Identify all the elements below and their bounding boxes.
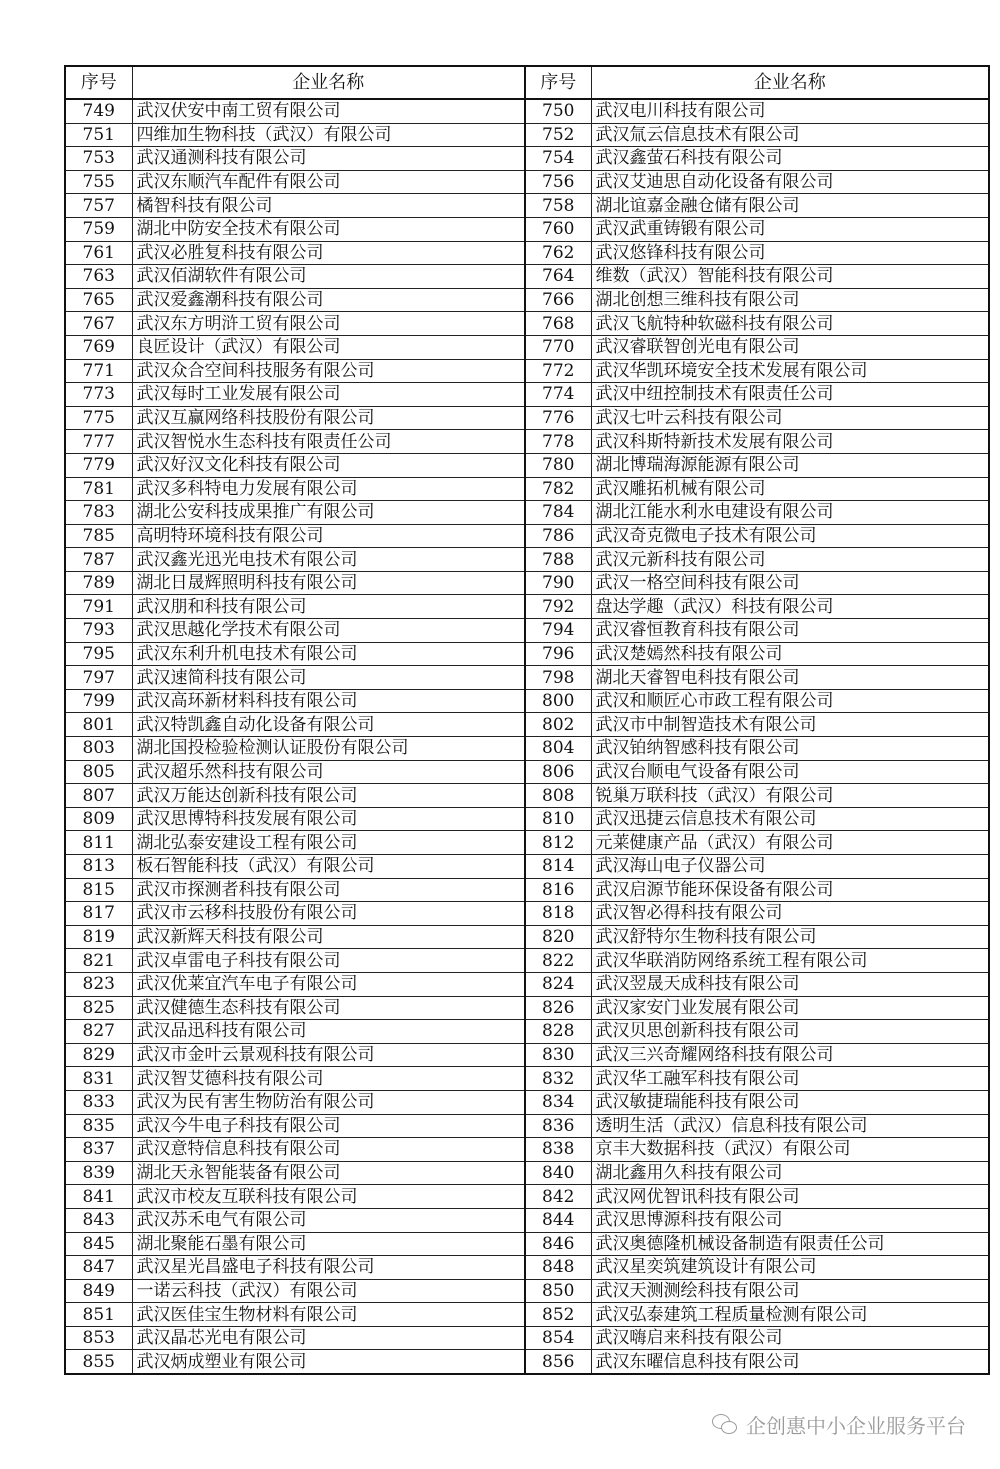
row-seq-right: 766 — [525, 288, 591, 312]
row-company-left: 四维加生物科技（武汉）有限公司 — [132, 123, 525, 147]
table-row — [65, 1326, 989, 1350]
row-company-right: 武汉华凯环境安全技术发展有限公司 — [591, 359, 989, 383]
row-company-left: 武汉思博特科技发展有限公司 — [132, 807, 525, 831]
row-company-right: 武汉飞航特种软磁科技有限公司 — [591, 312, 989, 336]
row-seq-right: 778 — [525, 430, 591, 454]
table-row — [65, 1090, 989, 1114]
row-company-left: 武汉智艾德科技有限公司 — [132, 1067, 525, 1091]
row-company-left: 武汉佰湖软件有限公司 — [132, 265, 525, 289]
row-seq-right: 772 — [525, 359, 591, 383]
row-seq-right: 834 — [525, 1090, 591, 1114]
header-name-left: 企业名称 — [132, 66, 525, 99]
row-company-left: 湖北天永智能装备有限公司 — [132, 1161, 525, 1185]
table-row — [65, 147, 989, 171]
row-seq-right: 790 — [525, 571, 591, 595]
row-seq-left: 761 — [65, 241, 132, 265]
row-seq-right: 764 — [525, 265, 591, 289]
row-seq-left: 807 — [65, 784, 132, 808]
row-seq-right: 836 — [525, 1114, 591, 1138]
table-row — [65, 170, 989, 194]
table-row — [65, 241, 989, 265]
row-company-right: 武汉楚嫣然科技有限公司 — [591, 642, 989, 666]
row-company-left: 武汉健德生态科技有限公司 — [132, 996, 525, 1020]
row-company-left: 高明特环境科技有限公司 — [132, 524, 525, 548]
row-company-left: 武汉朋和科技有限公司 — [132, 595, 525, 619]
row-seq-right: 796 — [525, 642, 591, 666]
row-seq-right: 750 — [525, 99, 591, 123]
row-company-left: 武汉今牛电子科技有限公司 — [132, 1114, 525, 1138]
row-company-right: 武汉中纽控制技术有限责任公司 — [591, 383, 989, 407]
row-seq-right: 758 — [525, 194, 591, 218]
row-company-right: 武汉网优智讯科技有限公司 — [591, 1185, 989, 1209]
row-company-right: 武汉台顺电气设备有限公司 — [591, 760, 989, 784]
row-seq-right: 792 — [525, 595, 591, 619]
row-company-left: 武汉超乐然科技有限公司 — [132, 760, 525, 784]
row-company-right: 武汉嗨启来科技有限公司 — [591, 1326, 989, 1350]
row-seq-right: 804 — [525, 737, 591, 761]
row-company-left: 湖北中防安全技术有限公司 — [132, 217, 525, 241]
row-company-left: 武汉炳成塑业有限公司 — [132, 1350, 525, 1374]
table-row — [65, 194, 989, 218]
table-row — [65, 1350, 989, 1374]
row-company-right: 武汉贝思创新科技有限公司 — [591, 1020, 989, 1044]
table-row — [65, 1232, 989, 1256]
company-list-table — [64, 65, 990, 1375]
row-seq-right: 838 — [525, 1138, 591, 1162]
row-seq-right: 818 — [525, 902, 591, 926]
table-row — [65, 949, 989, 973]
row-company-right: 武汉武重铸锻有限公司 — [591, 217, 989, 241]
table-body — [65, 99, 989, 1374]
row-seq-right: 814 — [525, 855, 591, 879]
row-seq-left: 795 — [65, 642, 132, 666]
row-company-right: 武汉电川科技有限公司 — [591, 99, 989, 123]
row-seq-left: 765 — [65, 288, 132, 312]
wechat-icon — [712, 1413, 738, 1435]
table-row — [65, 1161, 989, 1185]
row-seq-right: 828 — [525, 1020, 591, 1044]
row-company-left: 武汉市云移科技股份有限公司 — [132, 902, 525, 926]
table-header-row — [65, 66, 989, 99]
row-seq-left: 799 — [65, 689, 132, 713]
row-company-right: 武汉铂纳智感科技有限公司 — [591, 737, 989, 761]
row-company-left: 武汉东利升机电技术有限公司 — [132, 642, 525, 666]
header-seq-right: 序号 — [525, 66, 591, 99]
row-seq-right: 826 — [525, 996, 591, 1020]
row-seq-right: 780 — [525, 453, 591, 477]
table-row — [65, 1208, 989, 1232]
row-seq-right: 854 — [525, 1326, 591, 1350]
row-seq-left: 839 — [65, 1161, 132, 1185]
table-row — [65, 1256, 989, 1280]
row-seq-left: 783 — [65, 501, 132, 525]
row-seq-right: 794 — [525, 619, 591, 643]
row-seq-left: 849 — [65, 1279, 132, 1303]
table-row — [65, 1279, 989, 1303]
row-company-right: 武汉迅捷云信息技术有限公司 — [591, 807, 989, 831]
row-company-left: 武汉东顺汽车配件有限公司 — [132, 170, 525, 194]
table-row — [65, 359, 989, 383]
row-seq-left: 785 — [65, 524, 132, 548]
row-company-left: 湖北国投检验检测认证股份有限公司 — [132, 737, 525, 761]
row-company-left: 湖北日晟辉照明科技有限公司 — [132, 571, 525, 595]
row-seq-left: 813 — [65, 855, 132, 879]
row-seq-left: 773 — [65, 383, 132, 407]
row-seq-left: 753 — [65, 147, 132, 171]
row-seq-left: 843 — [65, 1208, 132, 1232]
table-row — [65, 878, 989, 902]
row-seq-left: 793 — [65, 619, 132, 643]
header-name-right: 企业名称 — [591, 66, 989, 99]
row-company-left: 武汉品迅科技有限公司 — [132, 1020, 525, 1044]
table-row — [65, 784, 989, 808]
row-seq-left: 821 — [65, 949, 132, 973]
row-seq-right: 846 — [525, 1232, 591, 1256]
row-seq-right: 784 — [525, 501, 591, 525]
row-seq-left: 815 — [65, 878, 132, 902]
row-seq-left: 811 — [65, 831, 132, 855]
row-company-left: 武汉晶芯光电有限公司 — [132, 1326, 525, 1350]
row-seq-right: 830 — [525, 1043, 591, 1067]
table-row — [65, 760, 989, 784]
row-company-left: 橘智科技有限公司 — [132, 194, 525, 218]
row-company-right: 武汉三兴奇耀网络科技有限公司 — [591, 1043, 989, 1067]
row-company-right: 武汉睿恒教育科技有限公司 — [591, 619, 989, 643]
row-seq-left: 759 — [65, 217, 132, 241]
row-company-right: 武汉艾迪思自动化设备有限公司 — [591, 170, 989, 194]
row-company-left: 一诺云科技（武汉）有限公司 — [132, 1279, 525, 1303]
table-row — [65, 689, 989, 713]
row-seq-left: 853 — [65, 1326, 132, 1350]
row-seq-right: 770 — [525, 335, 591, 359]
table-row — [65, 335, 989, 359]
row-company-right: 湖北创想三维科技有限公司 — [591, 288, 989, 312]
row-company-right: 武汉奥德隆机械设备制造有限责任公司 — [591, 1232, 989, 1256]
row-company-right: 武汉奇克微电子技术有限公司 — [591, 524, 989, 548]
table-row — [65, 548, 989, 572]
row-seq-left: 791 — [65, 595, 132, 619]
table-row — [65, 477, 989, 501]
row-company-left: 武汉苏禾电气有限公司 — [132, 1208, 525, 1232]
row-seq-left: 767 — [65, 312, 132, 336]
row-company-right: 锐巢万联科技（武汉）有限公司 — [591, 784, 989, 808]
row-seq-right: 760 — [525, 217, 591, 241]
row-seq-left: 757 — [65, 194, 132, 218]
row-company-left: 武汉伏安中南工贸有限公司 — [132, 99, 525, 123]
row-seq-left: 817 — [65, 902, 132, 926]
row-seq-left: 777 — [65, 430, 132, 454]
row-company-left: 武汉必胜复科技有限公司 — [132, 241, 525, 265]
row-seq-right: 852 — [525, 1303, 591, 1327]
table-row — [65, 855, 989, 879]
row-seq-right: 816 — [525, 878, 591, 902]
row-company-left: 武汉新辉天科技有限公司 — [132, 925, 525, 949]
row-seq-left: 833 — [65, 1090, 132, 1114]
row-seq-left: 837 — [65, 1138, 132, 1162]
row-seq-left: 819 — [65, 925, 132, 949]
table-row — [65, 312, 989, 336]
row-company-right: 武汉悠锋科技有限公司 — [591, 241, 989, 265]
row-seq-right: 762 — [525, 241, 591, 265]
watermark — [712, 1409, 966, 1439]
row-company-right: 武汉家安门业发展有限公司 — [591, 996, 989, 1020]
row-seq-right: 774 — [525, 383, 591, 407]
row-company-left: 武汉每时工业发展有限公司 — [132, 383, 525, 407]
row-seq-left: 787 — [65, 548, 132, 572]
row-seq-left: 847 — [65, 1256, 132, 1280]
row-seq-right: 786 — [525, 524, 591, 548]
table-row — [65, 807, 989, 831]
row-company-left: 武汉市校友互联科技有限公司 — [132, 1185, 525, 1209]
table-row — [65, 713, 989, 737]
row-seq-left: 779 — [65, 453, 132, 477]
row-seq-left: 851 — [65, 1303, 132, 1327]
row-company-right: 盘达学趣（武汉）科技有限公司 — [591, 595, 989, 619]
table-row — [65, 737, 989, 761]
row-company-right: 武汉敏捷瑞能科技有限公司 — [591, 1090, 989, 1114]
row-seq-left: 769 — [65, 335, 132, 359]
row-seq-left: 805 — [65, 760, 132, 784]
row-company-left: 武汉众合空间科技服务有限公司 — [132, 359, 525, 383]
row-company-right: 武汉华联消防网络系统工程有限公司 — [591, 949, 989, 973]
row-seq-right: 832 — [525, 1067, 591, 1091]
row-company-left: 武汉优莱宜汽车电子有限公司 — [132, 972, 525, 996]
row-company-left: 湖北公安科技成果推广有限公司 — [132, 501, 525, 525]
row-seq-left: 835 — [65, 1114, 132, 1138]
row-company-right: 武汉七叶云科技有限公司 — [591, 406, 989, 430]
row-seq-left: 749 — [65, 99, 132, 123]
row-seq-right: 842 — [525, 1185, 591, 1209]
row-seq-right: 820 — [525, 925, 591, 949]
row-seq-right: 850 — [525, 1279, 591, 1303]
row-company-right: 武汉睿联智创光电有限公司 — [591, 335, 989, 359]
row-company-left: 武汉速简科技有限公司 — [132, 666, 525, 690]
row-company-left: 武汉医佳宝生物材料有限公司 — [132, 1303, 525, 1327]
row-company-left: 武汉市探测者科技有限公司 — [132, 878, 525, 902]
row-company-left: 武汉互赢网络科技股份有限公司 — [132, 406, 525, 430]
table-row — [65, 831, 989, 855]
row-company-right: 武汉氚云信息技术有限公司 — [591, 123, 989, 147]
table-row — [65, 642, 989, 666]
row-seq-right: 802 — [525, 713, 591, 737]
table-row — [65, 996, 989, 1020]
row-company-right: 武汉科斯特新技术发展有限公司 — [591, 430, 989, 454]
row-seq-right: 806 — [525, 760, 591, 784]
row-company-left: 武汉为民有害生物防治有限公司 — [132, 1090, 525, 1114]
row-company-right: 京丰大数据科技（武汉）有限公司 — [591, 1138, 989, 1162]
row-company-right: 武汉天测测绘科技有限公司 — [591, 1279, 989, 1303]
row-company-right: 武汉元新科技有限公司 — [591, 548, 989, 572]
row-company-left: 武汉鑫光迅光电技术有限公司 — [132, 548, 525, 572]
table-row — [65, 406, 989, 430]
row-seq-left: 775 — [65, 406, 132, 430]
table-row — [65, 1138, 989, 1162]
table-row — [65, 902, 989, 926]
row-seq-left: 803 — [65, 737, 132, 761]
row-seq-left: 845 — [65, 1232, 132, 1256]
row-seq-left: 855 — [65, 1350, 132, 1374]
row-company-right: 元莱健康产品（武汉）有限公司 — [591, 831, 989, 855]
row-company-right: 湖北江能水利水电建设有限公司 — [591, 501, 989, 525]
row-seq-right: 822 — [525, 949, 591, 973]
row-seq-left: 763 — [65, 265, 132, 289]
row-seq-right: 824 — [525, 972, 591, 996]
row-seq-right: 798 — [525, 666, 591, 690]
row-seq-right: 808 — [525, 784, 591, 808]
row-company-left: 板石智能科技（武汉）有限公司 — [132, 855, 525, 879]
row-company-left: 武汉东方明浒工贸有限公司 — [132, 312, 525, 336]
row-seq-left: 831 — [65, 1067, 132, 1091]
row-company-right: 武汉一格空间科技有限公司 — [591, 571, 989, 595]
watermark-text: 企创惠中小企业服务平台 — [746, 1413, 966, 1438]
row-company-right: 湖北谊嘉金融仓储有限公司 — [591, 194, 989, 218]
row-company-right: 湖北天睿智电科技有限公司 — [591, 666, 989, 690]
table-row — [65, 1067, 989, 1091]
row-seq-left: 829 — [65, 1043, 132, 1067]
row-seq-left: 841 — [65, 1185, 132, 1209]
row-seq-right: 856 — [525, 1350, 591, 1374]
row-company-left: 良匠设计（武汉）有限公司 — [132, 335, 525, 359]
table-row — [65, 99, 989, 123]
row-company-right: 武汉翌晟天成科技有限公司 — [591, 972, 989, 996]
row-company-left: 武汉智悦水生态科技有限责任公司 — [132, 430, 525, 454]
row-seq-left: 751 — [65, 123, 132, 147]
table-row — [65, 1114, 989, 1138]
row-company-right: 武汉海山电子仪器公司 — [591, 855, 989, 879]
row-company-right: 武汉舒特尔生物科技有限公司 — [591, 925, 989, 949]
table-row — [65, 571, 989, 595]
table-row — [65, 288, 989, 312]
row-seq-left: 801 — [65, 713, 132, 737]
row-seq-right: 754 — [525, 147, 591, 171]
table-row — [65, 524, 989, 548]
row-seq-right: 812 — [525, 831, 591, 855]
table-row — [65, 453, 989, 477]
table-row — [65, 925, 989, 949]
table-row — [65, 1303, 989, 1327]
row-company-right: 武汉和顺匠心市政工程有限公司 — [591, 689, 989, 713]
row-company-right: 武汉东曜信息科技有限公司 — [591, 1350, 989, 1374]
row-company-right: 武汉星奕筑建筑设计有限公司 — [591, 1256, 989, 1280]
row-company-left: 武汉万能达创新科技有限公司 — [132, 784, 525, 808]
row-company-right: 湖北博瑞海源能源有限公司 — [591, 453, 989, 477]
row-company-left: 武汉好汉文化科技有限公司 — [132, 453, 525, 477]
row-seq-left: 789 — [65, 571, 132, 595]
row-company-left: 武汉高环新材料科技有限公司 — [132, 689, 525, 713]
row-company-right: 湖北鑫用久科技有限公司 — [591, 1161, 989, 1185]
row-seq-right: 756 — [525, 170, 591, 194]
row-company-left: 武汉通测科技有限公司 — [132, 147, 525, 171]
row-company-right: 武汉智必得科技有限公司 — [591, 902, 989, 926]
row-company-left: 武汉爱鑫潮科技有限公司 — [132, 288, 525, 312]
row-company-left: 武汉特凯鑫自动化设备有限公司 — [132, 713, 525, 737]
row-seq-left: 809 — [65, 807, 132, 831]
row-seq-right: 840 — [525, 1161, 591, 1185]
row-seq-right: 782 — [525, 477, 591, 501]
table-row — [65, 972, 989, 996]
row-seq-left: 755 — [65, 170, 132, 194]
table-row — [65, 666, 989, 690]
table-row — [65, 265, 989, 289]
table-row — [65, 501, 989, 525]
row-seq-left: 781 — [65, 477, 132, 501]
row-seq-right: 844 — [525, 1208, 591, 1232]
row-company-right: 武汉思博源科技有限公司 — [591, 1208, 989, 1232]
row-company-right: 维数（武汉）智能科技有限公司 — [591, 265, 989, 289]
table-row — [65, 595, 989, 619]
row-seq-left: 823 — [65, 972, 132, 996]
row-seq-right: 810 — [525, 807, 591, 831]
table-row — [65, 383, 989, 407]
header-seq-left: 序号 — [65, 66, 132, 99]
row-company-left: 武汉思越化学技术有限公司 — [132, 619, 525, 643]
row-seq-right: 768 — [525, 312, 591, 336]
row-seq-right: 752 — [525, 123, 591, 147]
row-company-right: 武汉启源节能环保设备有限公司 — [591, 878, 989, 902]
row-company-right: 武汉市中制智造技术有限公司 — [591, 713, 989, 737]
row-seq-right: 848 — [525, 1256, 591, 1280]
row-company-left: 武汉卓雷电子科技有限公司 — [132, 949, 525, 973]
row-seq-left: 797 — [65, 666, 132, 690]
table-row — [65, 1020, 989, 1044]
row-seq-left: 771 — [65, 359, 132, 383]
row-company-right: 武汉鑫萤石科技有限公司 — [591, 147, 989, 171]
table-row — [65, 619, 989, 643]
row-seq-right: 776 — [525, 406, 591, 430]
table-row — [65, 217, 989, 241]
row-company-right: 武汉弘泰建筑工程质量检测有限公司 — [591, 1303, 989, 1327]
row-company-left: 湖北聚能石墨有限公司 — [132, 1232, 525, 1256]
row-company-right: 武汉雕拓机械有限公司 — [591, 477, 989, 501]
row-company-left: 武汉星光昌盛电子科技有限公司 — [132, 1256, 525, 1280]
row-seq-right: 788 — [525, 548, 591, 572]
row-company-left: 武汉意特信息科技有限公司 — [132, 1138, 525, 1162]
row-seq-left: 827 — [65, 1020, 132, 1044]
row-company-left: 武汉市金叶云景观科技有限公司 — [132, 1043, 525, 1067]
table-row — [65, 1043, 989, 1067]
table-row — [65, 123, 989, 147]
row-company-right: 透明生活（武汉）信息科技有限公司 — [591, 1114, 989, 1138]
row-seq-right: 800 — [525, 689, 591, 713]
row-company-right: 武汉华工融军科技有限公司 — [591, 1067, 989, 1091]
table-row — [65, 1185, 989, 1209]
row-company-left: 湖北弘泰安建设工程有限公司 — [132, 831, 525, 855]
row-seq-left: 825 — [65, 996, 132, 1020]
table-row — [65, 430, 989, 454]
row-company-left: 武汉多科特电力发展有限公司 — [132, 477, 525, 501]
